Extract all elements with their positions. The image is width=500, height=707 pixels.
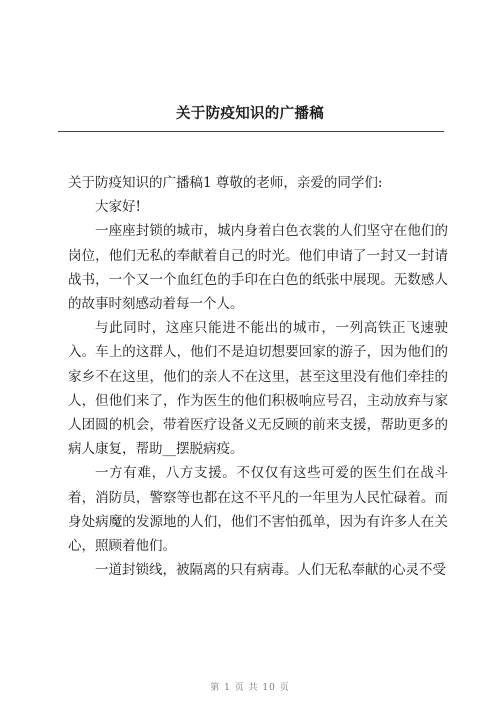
page-number-footer: 第 1 页 共 10 页 xyxy=(210,683,290,693)
greeting-paragraph: 大家好! xyxy=(95,199,141,216)
body-paragraph: 与此同时，这座只能进不能出的城市，一列高铁正飞速驶入。车上的这群人，他们不是迫切想要回家的游子，因为他们的家乡不在这里，他们的亲人不在这里，甚至这里没有他们牵挂的人，但他们来了，作为医生的他们积极响应号召，主动放弃与家人团圆的机会，带着医疗设备义无反顾的前来支援，帮助更多的病人康复，帮助__摆脱病疫。 xyxy=(68,320,448,458)
title-underline xyxy=(58,131,444,132)
body-paragraph: 一方有难，八方支援。不仅仅有这些可爱的医生们在战斗着，消防员，警察等也都在这不平凡的一年里为人民忙碌着。而身处病魔的发源地的人们，他们不害怕孤单，因为有许多人在关心，照顾着他们。 xyxy=(68,465,448,555)
body-paragraph: 一道封锁线，被隔离的只有病毒。人们无私奉献的心灵不受 xyxy=(95,562,446,579)
document-body xyxy=(68,171,448,582)
opening-line: 关于防疫知识的广播稿1 尊敬的老师，亲爱的同学们: xyxy=(68,175,383,191)
document-title: 关于防疫知识的广播稿 xyxy=(176,105,324,122)
body-paragraph: 一座座封锁的城市，城内身着白色衣裳的人们坚守在他们的岗位，他们无私的奉献着自己的时光。他们申请了一封又一封请战书，一个又一个血红色的手印在白色的纸张中展现。无数感人的故事时刻感动着每一个人。 xyxy=(68,223,448,313)
